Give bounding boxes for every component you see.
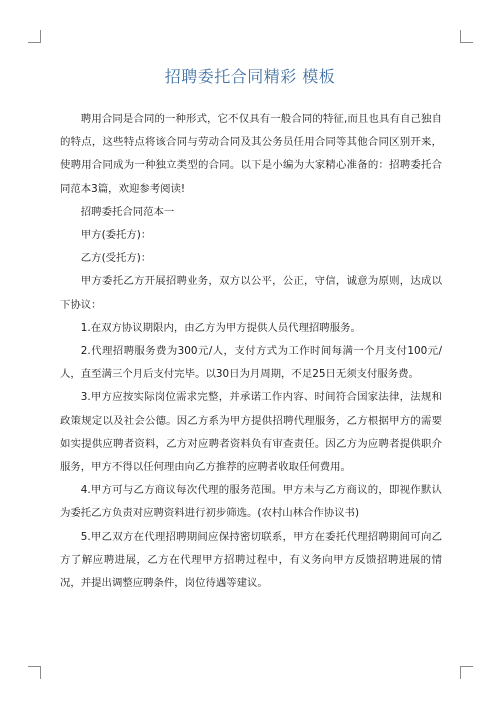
- crop-mark-top-right: [460, 30, 473, 43]
- crop-mark-top-left: [28, 30, 41, 43]
- clause-5: 5.甲乙双方在代理招聘期间应保持密切联系，甲方在委托代理招聘期间可向乙方了解应聘进展，乙方在代理甲方招聘过程中，有义务向甲方反馈招聘进展的情况，并提出调整应聘条件，岗位待遇等建议。: [60, 530, 442, 590]
- section-heading: 招聘委托合同范本一: [80, 205, 175, 218]
- agreement-preamble: 甲方委托乙方开展招聘业务，双方以公平，公正，守信，诚意为原则，达成以下协议：: [60, 275, 442, 311]
- document-title: 招聘委托合同精彩 模板: [164, 67, 336, 86]
- document-body: [60, 108, 442, 595]
- crop-mark-bottom-left: [28, 666, 41, 679]
- party-b-line: 乙方(受托方)：: [80, 252, 152, 265]
- crop-mark-bottom-right: [460, 666, 473, 679]
- clause-3: 3.甲方应按实际岗位需求完整，并承诺工作内容、时间符合国家法律，法规和政策规定以及社会公德。因乙方系为甲方提供招聘代理服务，乙方根据甲方的需要如实提供应聘者资料，乙方对应聘者资料负有审查责任。因乙方为应聘者提供职介服务，甲方不得以任何理由向乙方推荐的应聘者收取任何费用。: [60, 391, 442, 474]
- intro-paragraph: 聘用合同是合同的一种形式，它不仅具有一般合同的特征,而且也具有自己独自的特点，这些特点将该合同与劳动合同及其公务员任用合同等其他合同区别开来，使聘用合同成为一种独立类型的合同。以下是小编为大家精心准备的：招聘委托合同范本3篇，欢迎参考阅读!: [60, 113, 442, 195]
- clause-2: 2.代理招聘服务费为300元/人，支付方式为工作时间每满一个月支付100元/人，直至满三个月后支付完毕。以30日为月周期，不足25日无须支付服务费。: [60, 345, 442, 381]
- party-a-line: 甲方(委托方)：: [80, 229, 152, 242]
- clause-4: 4.甲方可与乙方商议每次代理的服务范围。甲方未与乙方商议的，即视作默认为委托乙方负责对应聘资料进行初步筛选。(农村山林合作协议书): [60, 484, 442, 520]
- clause-1: 1.在双方协议期限内，由乙方为甲方提供人员代理招聘服务。: [80, 321, 361, 334]
